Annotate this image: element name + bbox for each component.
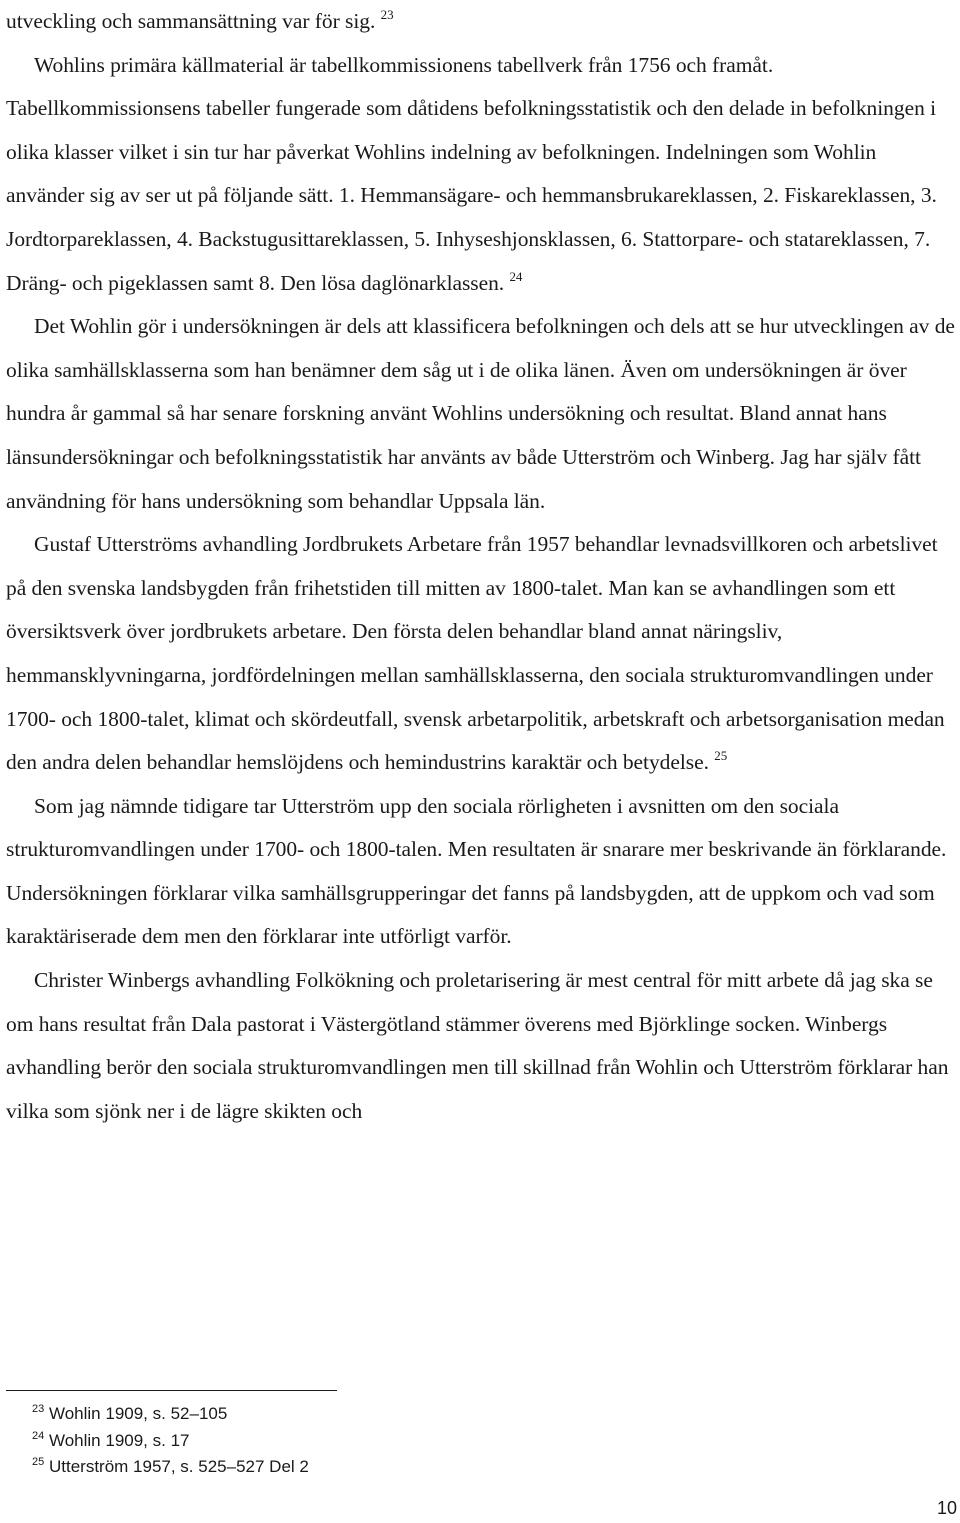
- paragraph: [6, 785, 958, 959]
- paragraph: [6, 959, 958, 1133]
- footnote-text: Wohlin 1909, s. 52–105: [48, 1404, 228, 1423]
- footnote-number: 23: [32, 1403, 45, 1415]
- paragraph-text: Det Wohlin gör i undersökningen är dels att klassificera befolkningen och dels att se hur utvecklingen av de olika samhällsklasserna som han benämner dem såg ut i de olika länen. Även om undersökningen är över hundra år gammal så har senare forskning använt Wohlins undersökning och resultat. Bland annat hans länsundersökningar och befolkningsstatistik har använts av både Utterström och Winberg. Jag har själv fått användning för hans undersökning som behandlar Uppsala län.: [6, 314, 955, 513]
- paragraph-text: Christer Winbergs avhandling Folkökning och proletarisering är mest central för mitt arbete då jag ska se om hans resultat från Dala pastorat i Västergötland stämmer överens med Björklinge socken. Winbergs avhandling berör den sociala strukturomvandlingen men till skillnad från Wohlin och Utterström förklarar han vilka som sjönk ner i de lägre skikten och: [6, 968, 949, 1123]
- paragraph: [6, 0, 958, 44]
- footnote-reference[interactable]: 24: [509, 268, 523, 284]
- footnote-reference[interactable]: 25: [714, 748, 728, 764]
- footnote: [32, 1401, 309, 1428]
- footnotes: [32, 1401, 309, 1481]
- footnote: [32, 1428, 309, 1455]
- paragraph: [6, 44, 958, 306]
- paragraph-text: Wohlins primära källmaterial är tabellkommissionens tabellverk från 1756 och framåt. Tabellkommissionsens tabeller fungerade som dåtidens befolkningsstatistik och den delade in befolkningen i olika klasser vilket i sin tur har påverkat Wohlins indelning av befolkningen. Indelningen som Wohlin använder sig av ser ut på följande sätt. 1. Hemmansägare- och hemmansbrukareklassen, 2. Fiskareklassen, 3. Jordtorpareklassen, 4. Backstugusittareklassen, 5. Inhyseshjonsklassen, 6. Stattorpare- och statareklassen, 7. Dräng- och pigeklassen samt 8. Den lösa daglönarklassen.: [6, 52, 937, 295]
- footnote-text: Utterström 1957, s. 525–527 Del 2: [48, 1457, 309, 1476]
- paragraph-text: utveckling och sammansättning var för sig.: [6, 9, 381, 33]
- paragraph-text: Som jag nämnde tidigare tar Utterström upp den sociala rörligheten i avsnitten om den sociala strukturomvandlingen under 1700- och 1800-talen. Men resultaten är snarare mer beskrivande än förklarande. Undersökningen förklarar vilka samhällsgrupperingar det fanns på landsbygden, att de uppkom och vad som karaktäriserade dem men den förklarar inte utförligt varför.: [6, 793, 947, 949]
- footnote-text: Wohlin 1909, s. 17: [48, 1430, 190, 1450]
- page-number: 10: [937, 1498, 958, 1518]
- paragraph-text: Gustaf Utterströms avhandling Jordbrukets Arbetare från 1957 behandlar levnadsvillkoren och arbetslivet på den svenska landsbygden från frihetstiden till mitten av 1800-talet. Man kan se avhandlingen som ett översiktsverk över jordbrukets arbetare. Den första delen behandlar bland annat näringsliv, hemmansklyvningarna, jordfördelningen mellan samhällsklasserna, den sociala strukturomvandlingen under 1700- och 1800-talet, klimat och skördeutfall, svensk arbetarpolitik, arbetskraft och arbetsorganisation medan den andra delen behandlar hemslöjdens och hemindustrins karaktär och betydelse.: [6, 532, 945, 775]
- footnote: [32, 1454, 309, 1481]
- paragraph: [6, 305, 958, 523]
- paragraph: [6, 523, 958, 785]
- body-text: [6, 0, 958, 1133]
- footnote-separator: [6, 1390, 337, 1391]
- footnote-reference[interactable]: 23: [380, 7, 394, 22]
- footnote-number: 25: [32, 1456, 45, 1468]
- footnote-number: 24: [32, 1429, 45, 1442]
